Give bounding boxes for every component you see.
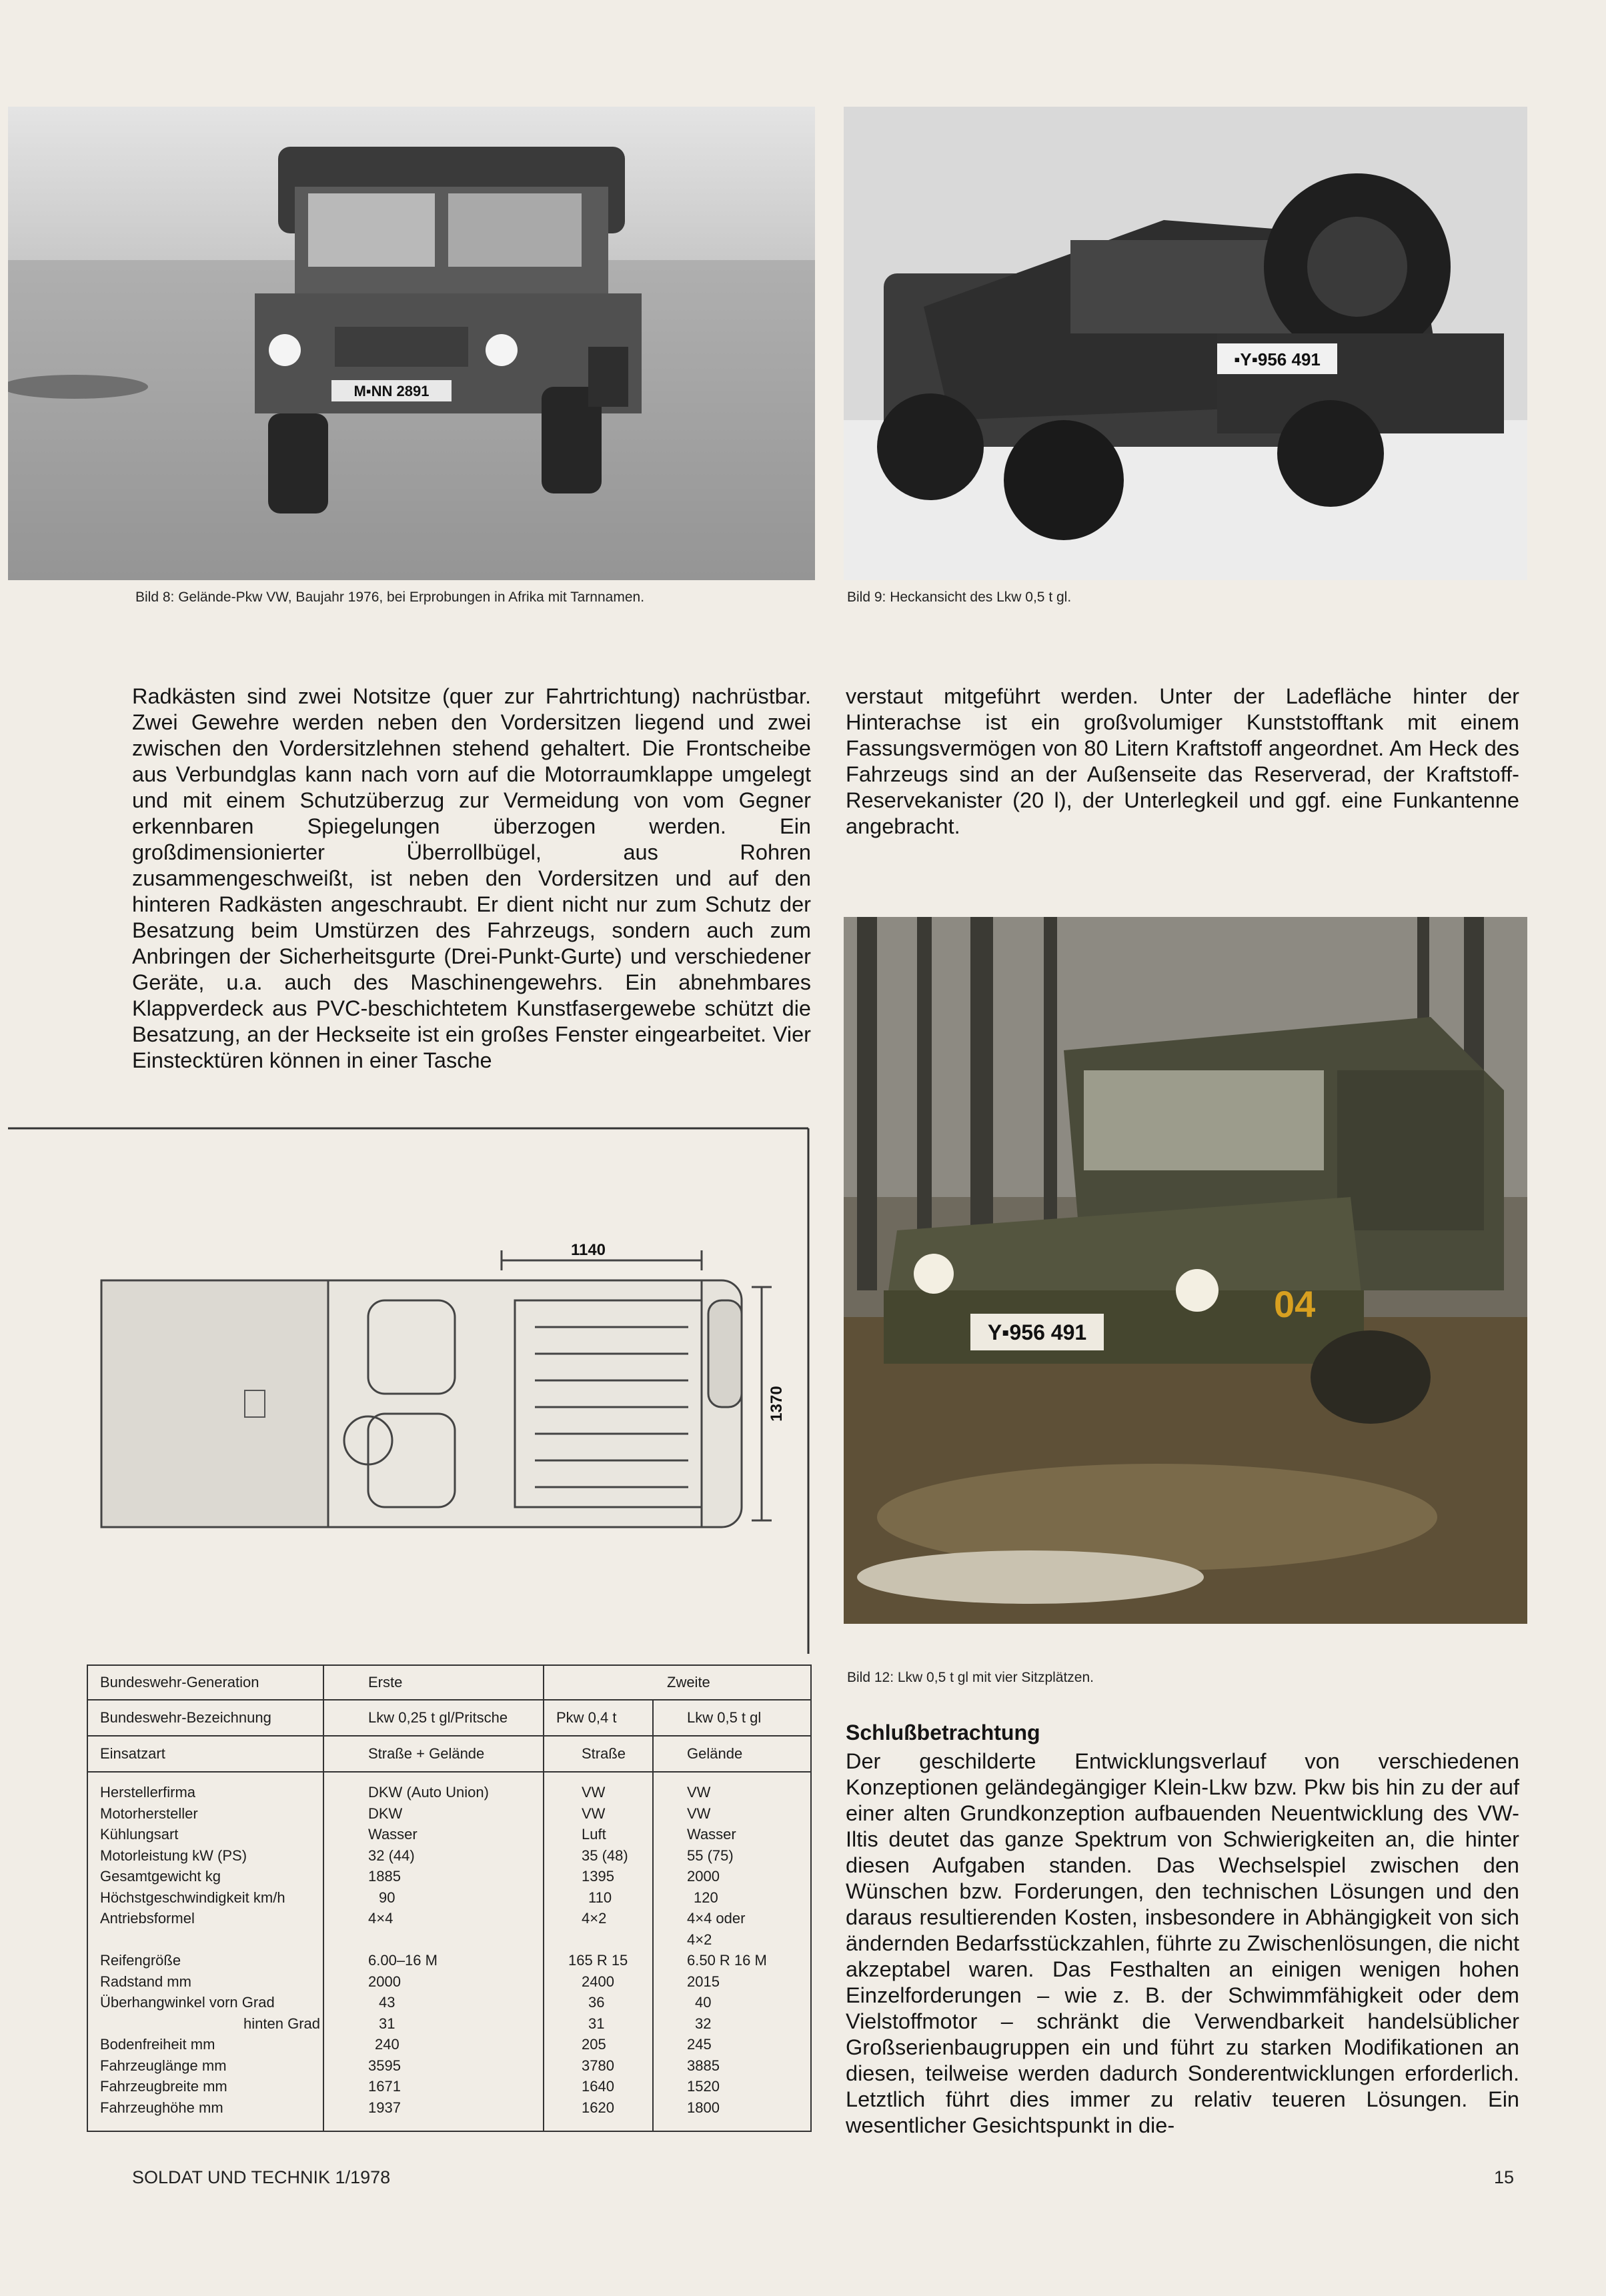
table-row-label: Höchstgeschwindigkeit km/h <box>100 1889 285 1906</box>
photo-bild-9 <box>844 107 1527 580</box>
bild12-plate: Y▪956 491 <box>987 1320 1087 1344</box>
table-row-label: Überhangwinkel vorn Grad <box>100 1994 275 2011</box>
header-generation-label: Bundeswehr-Generation <box>100 1674 259 1690</box>
bild12-vehicle-number: 04 <box>1274 1283 1316 1325</box>
table-cell: VW <box>687 1805 711 1822</box>
table-cell: 4×4 <box>368 1910 393 1927</box>
table-cell: 43 <box>379 1994 395 2011</box>
bild8-plate: M▪NN 2891 <box>353 383 430 399</box>
table-row-label: Kühlungsart <box>100 1826 179 1843</box>
header-generation-second: Zweite <box>667 1674 710 1690</box>
table-cell: 36 <box>588 1994 605 2011</box>
table-cell: 3885 <box>687 2057 720 2074</box>
table-cell: 120 <box>694 1889 718 1906</box>
table-cell: 3595 <box>368 2057 401 2074</box>
table-row-label: Reifengröße <box>100 1952 181 1969</box>
table-cell: 3780 <box>582 2057 614 2074</box>
header-designation-3: Lkw 0,5 t gl <box>687 1709 762 1726</box>
header-designation-2: Pkw 0,4 t <box>556 1709 617 1726</box>
body-text-left <box>132 684 811 1074</box>
table-cell: 1395 <box>582 1868 614 1885</box>
table-cell: VW <box>582 1784 606 1801</box>
header-use-1: Straße + Gelände <box>368 1745 485 1762</box>
table-label-column <box>100 1782 320 2118</box>
vehicle-plan-diagram <box>8 1127 814 1654</box>
table-cell: 40 <box>695 1994 712 2011</box>
table-cell <box>582 1929 648 1951</box>
photo-bild-8 <box>8 107 815 580</box>
caption-bild-8: Bild 8: Gelände-Pkw VW, Baujahr 1976, bei Erprobungen in Afrika mit Tarnnamen. <box>135 590 645 605</box>
header-use-2: Straße <box>582 1745 626 1762</box>
table-cell: 2000 <box>368 1973 401 1990</box>
table-cell: DKW (Auto Union) <box>368 1784 489 1801</box>
body-text-right <box>846 684 1519 840</box>
table-row-label: Fahrzeughöhe mm <box>100 2099 223 2116</box>
table-cell: 1937 <box>368 2099 401 2116</box>
table-cell: 2400 <box>582 1973 614 1990</box>
table-cell: 31 <box>379 2015 395 2032</box>
table-cell: 110 <box>588 1889 612 1906</box>
table-row-label: Herstellerfirma <box>100 1784 196 1801</box>
header-designation-label: Bundeswehr-Bezeichnung <box>100 1709 271 1726</box>
table-cell: 1640 <box>582 2078 614 2095</box>
photo-bild-12 <box>844 917 1527 1624</box>
table-cell: 4×2 <box>582 1910 607 1927</box>
table-cell: 31 <box>588 2015 605 2032</box>
table-row-label: Motorhersteller <box>100 1805 198 1822</box>
table-cell: 205 <box>582 2036 606 2053</box>
table-row-label: Motorleistung kW (PS) <box>100 1847 247 1864</box>
table-row-label: Antriebsformel <box>100 1910 195 1927</box>
header-designation-1: Lkw 0,25 t gl/Pritsche <box>368 1709 508 1726</box>
specification-table <box>87 1664 812 2132</box>
table-cell: 32 <box>695 2015 712 2032</box>
table-row-label: Fahrzeuglänge mm <box>100 2057 227 2074</box>
table-cell: 1620 <box>582 2099 614 2116</box>
table-row-label <box>100 1929 320 1951</box>
table-cell: 2015 <box>687 1973 720 1990</box>
table-pkw-column <box>568 1782 648 2118</box>
table-cell: Wasser <box>687 1826 736 1843</box>
table-cell: Luft <box>582 1826 606 1843</box>
header-use-label: Einsatzart <box>100 1745 165 1762</box>
table-row-label: Gesamtgewicht kg <box>100 1868 221 1885</box>
dimension-height-label: 1370 <box>768 1386 786 1422</box>
table-cell: 6.50 R 16 M <box>687 1952 767 1969</box>
table-cell <box>368 1929 535 1951</box>
table-cell: 245 <box>687 2036 712 2053</box>
table-cell: 6.00–16 M <box>368 1952 438 1969</box>
table-row-label: Fahrzeugbreite mm <box>100 2078 227 2095</box>
conclusion-paragraph: Der geschilderte Entwicklungsverlauf von verschiedenen Konzeptionen geländegängiger Klein-Lkw bzw. Pkw bis hin zu der auf einer alten Grundkonzeption aufbauenden Neuentwicklung des VW-Iltis deutet das ganze Spektrum von Schwierigkeiten an, die hinter diesen Aufgaben standen. Das Wechselspiel zwischen den Wünschen bzw. Forderungen, den technischen Lösungen und den daraus resultierenden Kosten, insbesondere in Abhängigkeit von sich ändernden Bedarfsstückzahlen, führte zu Zwischenlösungen, die nicht akzeptabel waren. Das Festhalten an einigen wenigen hohen Einzelforderungen – wie z. B. der Schwimmfähigkeit oder dem Vielstoffmotor – schränkt die Verwendbarkeit handelsüblicher Großserienbaugruppen ein und führt zu starken Modifikationen an diesen, teilweise werden dadurch Sonderentwicklungen erforderlich. Letztlich führt dies immer zu relativ teueren Lösungen. Ein wesentlicher Gesichtspunkt in die- <box>846 1749 1519 2137</box>
table-cell: VW <box>582 1805 606 1822</box>
header-use-3: Gelände <box>687 1745 743 1762</box>
table-lkw-column <box>687 1782 807 2118</box>
table-cell: 4×2 <box>687 1931 712 1948</box>
table-cell: 2000 <box>687 1868 720 1885</box>
footer-publication: SOLDAT UND TECHNIK 1/1978 <box>132 2167 391 2187</box>
table-row-label: hinten Grad <box>243 2015 320 2032</box>
table-row-label: Bodenfreiheit mm <box>100 2036 215 2053</box>
conclusion-text-block <box>846 1749 1519 2139</box>
caption-bild-12: Bild 12: Lkw 0,5 t gl mit vier Sitzplätzen. <box>847 1670 1094 1685</box>
page-number: 15 <box>1494 2167 1515 2187</box>
header-generation-first: Erste <box>368 1674 403 1690</box>
table-cell: 90 <box>379 1889 395 1906</box>
table-row-label: Radstand mm <box>100 1973 191 1990</box>
conclusion-heading: Schlußbetrachtung <box>846 1720 1040 1745</box>
paragraph-right: verstaut mitgeführt werden. Unter der Ladefläche hinter der Hinterachse ist ein großvolumiger Kunststofftank mit einem Fassungsvermögen von 80 Litern Kraftstoff angeordnet. Am Heck des Fahrzeugs sind an der Außenseite das Reserverad, der Kraftstoff-Reservekanister (20 l), der Unterlegkeil und ggf. eine Funkantenne angebracht. <box>846 684 1519 838</box>
caption-bild-9: Bild 9: Heckansicht des Lkw 0,5 t gl. <box>847 590 1072 605</box>
table-cell: 165 R 15 <box>568 1952 628 1969</box>
table-cell: 1520 <box>687 2078 720 2095</box>
paragraph-left: Radkästen sind zwei Notsitze (quer zur Fahrtrichtung) nachrüstbar. Zwei Gewehre werden neben den Vordersitzen liegend und zwei zwischen den Vordersitzlehnen stehend gehaltert. Die Frontscheibe aus Verbundglas kann nach vorn auf die Motorraumklappe umgelegt und mit einem Schutzüberzug zur Vermeidung von vom Gegner erkennbaren Spiegelungen überzogen werden. Ein großdimensionierter Überrollbügel, aus Rohren zusammengeschweißt, ist neben den Vordersitzen und auf den hinteren Radkästen angeschraubt. Er dient nicht nur zum Schutz der Besatzung beim Umstürzen des Fahrzeugs, sondern auch zum Anbringen der Sicherheitsgurte (Drei-Punkt-Gurte) und verschiedener Geräte, u.a. auch des Maschinengewehrs. Ein abnehmbares Klappverdeck aus PVC-beschichtetem Kunstfasergewebe schützt die Besatzung, an der Heckseite ist ein großes Fenster eingearbeitet. Vier Einstecktüren können in einer Tasche <box>132 684 811 1072</box>
table-cell: VW <box>687 1784 711 1801</box>
table-cell: 55 (75) <box>687 1847 734 1864</box>
dimension-width-label: 1140 <box>570 1241 606 1259</box>
table-cell: 35 (48) <box>582 1847 628 1864</box>
table-cell: 1671 <box>368 2078 401 2095</box>
table-first-generation-column <box>368 1782 535 2118</box>
table-cell: 1885 <box>368 1868 401 1885</box>
table-cell: 240 <box>375 2036 399 2053</box>
table-cell: 32 (44) <box>368 1847 415 1864</box>
bild9-plate: ▪Y▪956 491 <box>1234 349 1321 369</box>
table-cell: 1800 <box>687 2099 720 2116</box>
table-cell: Wasser <box>368 1826 418 1843</box>
table-cell: 4×4 oder <box>687 1910 746 1927</box>
table-cell: DKW <box>368 1805 403 1822</box>
